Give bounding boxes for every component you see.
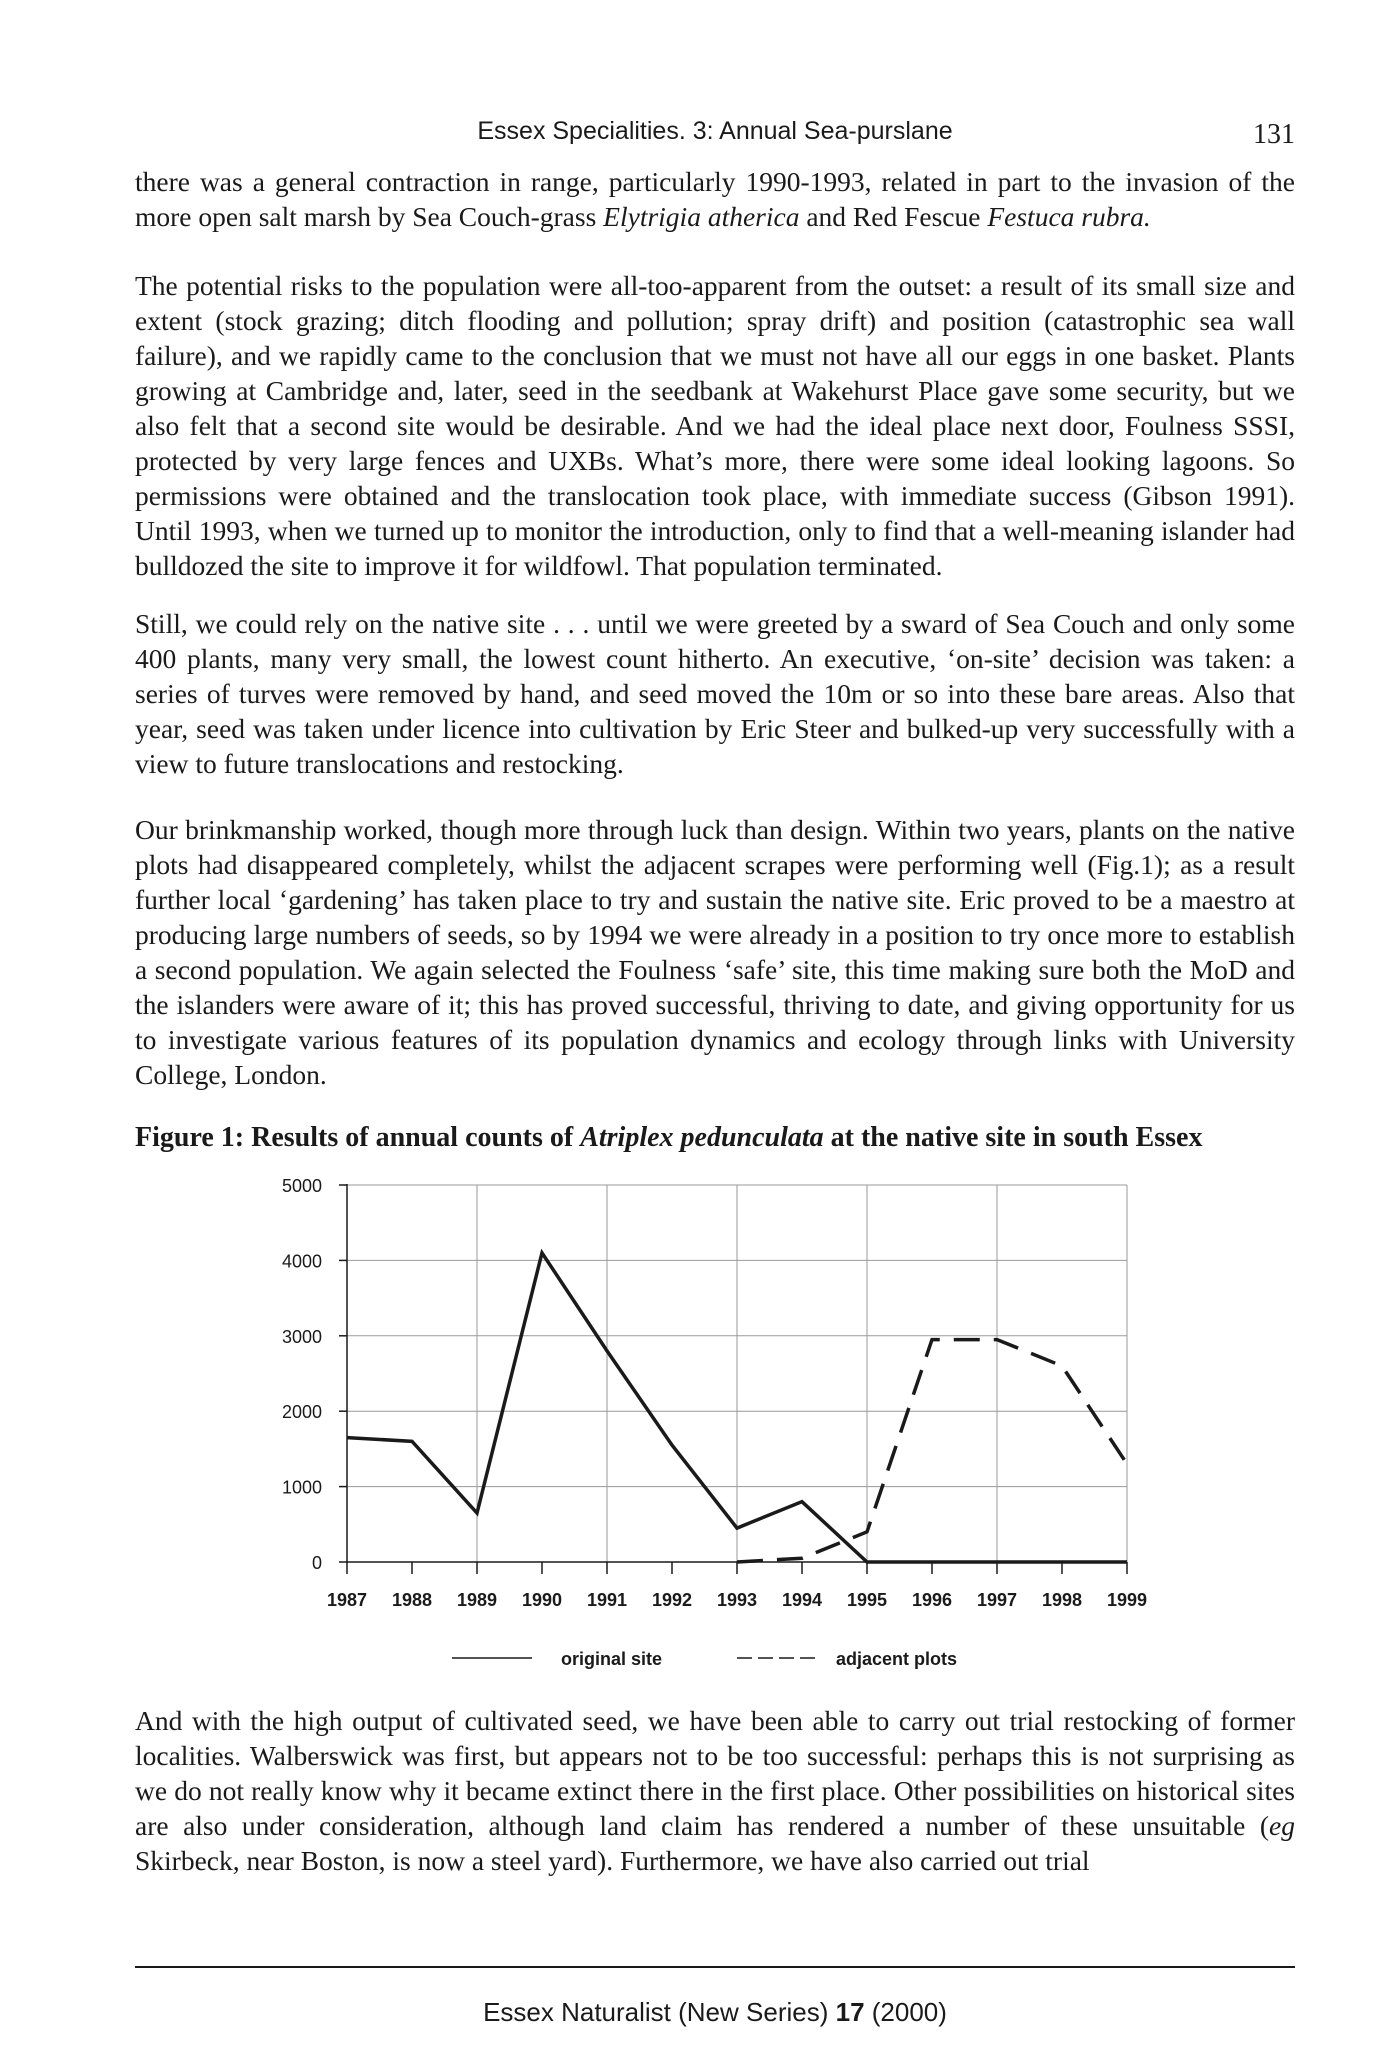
paragraph-4-text-c: Skirbeck, near Boston, is now a steel yard). Furthermore, we have also carried out trial xyxy=(135,1845,1090,1876)
x-tick-label: 1993 xyxy=(716,1590,758,1610)
paragraph-1: The potential risks to the population were all-too-apparent from the outset: a result of its small size and extent (stock grazing; ditch flooding and pollution; spray drift) and position (catastrophic sea wall failure), and we rapidly came to the conclusion that we must not have all our eggs in one basket. Plants growing at Cambridge and, later, seed in the seedbank at Wakehurst Place gave some security, but we also felt that a second site would be desirable. And we had the ideal place next door, Foulness SSSI, protected by very large fences and UXBs. What’s more, there were some ideal looking lagoons. So permissions were obtained and the translocation took place, with immediate success (Gibson 1991). Until 1993, when we turned up to monitor the introduction, only to find that a well-meaning islander had bulldozed the site to improve it for wildfowl. That population terminated. xyxy=(135,270,1295,581)
x-tick-label: 1989 xyxy=(456,1590,498,1610)
footer-rule xyxy=(135,1966,1295,1968)
paragraph-3: Our brinkmanship worked, though more through luck than design. Within two years, plants on the native plots had disappeared completely, whilst the adjacent scrapes were performing well (Fig.1); as a result further local ‘gardening’ has taken place to try and sustain the native site. Eric proved to be a maestro at producing large numbers of seeds, so by 1994 we were already in a position to try once more to establish a second population. We again selected the Foulness ‘safe’ site, this time making sure both the MoD and the islanders were aware of it; this has proved successful, thriving to date, and giving opportunity for us to investigate various features of its population dynamics and ecology through links with University College, London. xyxy=(135,814,1295,1090)
legend-label-adjacent-plots: adjacent plots xyxy=(836,1649,958,1669)
x-tick-label: 1994 xyxy=(781,1590,823,1610)
legend-label-original-site: original site xyxy=(561,1649,663,1669)
footer-volume: 17 xyxy=(835,1997,865,2027)
species-elytrigia: Elytrigia atherica xyxy=(603,201,800,232)
figure-caption-prefix: Figure 1: Results of annual counts of xyxy=(135,1122,581,1153)
running-title: Essex Specialities. 3: Annual Sea-purslane xyxy=(477,117,953,145)
x-tick-label: 1999 xyxy=(1106,1590,1148,1610)
y-tick-label: 0 xyxy=(311,1553,322,1573)
x-tick-label: 1992 xyxy=(651,1590,693,1610)
y-tick-label: 4000 xyxy=(281,1251,322,1272)
x-tick-label: 1997 xyxy=(976,1590,1018,1610)
x-tick-label: 1998 xyxy=(1041,1590,1083,1610)
x-tick-label: 1991 xyxy=(586,1590,628,1610)
paragraph-4 xyxy=(135,1703,1295,1878)
paragraph-0-text-a: there was a general contraction in range, particularly 1990-1993, related in part to the invasion of the more open salt marsh by Sea Couch-grass xyxy=(135,166,1295,232)
x-tick-label: 1988 xyxy=(391,1590,433,1610)
x-tick-label: 1990 xyxy=(521,1590,563,1610)
figure-caption-species: Atriplex pedunculata xyxy=(580,1122,824,1153)
footer-year: (2000) xyxy=(864,1997,947,2027)
footer xyxy=(135,1997,1295,2028)
y-tick-label: 5000 xyxy=(281,1176,322,1196)
x-tick-label: 1987 xyxy=(326,1590,368,1610)
y-tick-label: 2000 xyxy=(281,1402,322,1423)
figure-caption-suffix: at the native site in south Essex xyxy=(823,1122,1203,1153)
species-festuca: Festuca rubra. xyxy=(987,201,1151,232)
abbrev-eg: eg xyxy=(1269,1810,1295,1841)
x-tick-label: 1995 xyxy=(846,1590,888,1610)
paragraph-2: Still, we could rely on the native site . . . until we were greeted by a sward of Sea Couch and only some 400 plants, many very small, the lowest count hitherto. An executive, ‘on-site’ decision was taken: a series of turves were removed by hand, and seed moved the 10m or so into these bare areas. Also that year, seed was taken under licence into cultivation by Eric Steer and bulked-up very successfully with a view to future translocations and restocking. xyxy=(135,608,1295,779)
page-number: 131 xyxy=(1253,119,1295,150)
y-tick-label: 1000 xyxy=(281,1477,322,1498)
y-tick-label: 3000 xyxy=(281,1326,322,1347)
series-adjacent-plots-line xyxy=(737,1340,1127,1562)
x-tick-label: 1996 xyxy=(911,1590,953,1610)
paragraph-4-text-a: And with the high output of cultivated seed, we have been able to carry out trial restocking of former localities. Walberswick was first, but appears not to be too successful: perhaps this is not surprising as we do not really know why it became extinct there in the first place. Other possibilities on historical sites are also under consideration, although land claim has rendered a number of these unsuitable ( xyxy=(135,1705,1295,1841)
footer-journal: Essex Naturalist (New Series) xyxy=(483,1997,836,2027)
paragraph-0-text-c: and Red Fescue xyxy=(799,201,988,232)
